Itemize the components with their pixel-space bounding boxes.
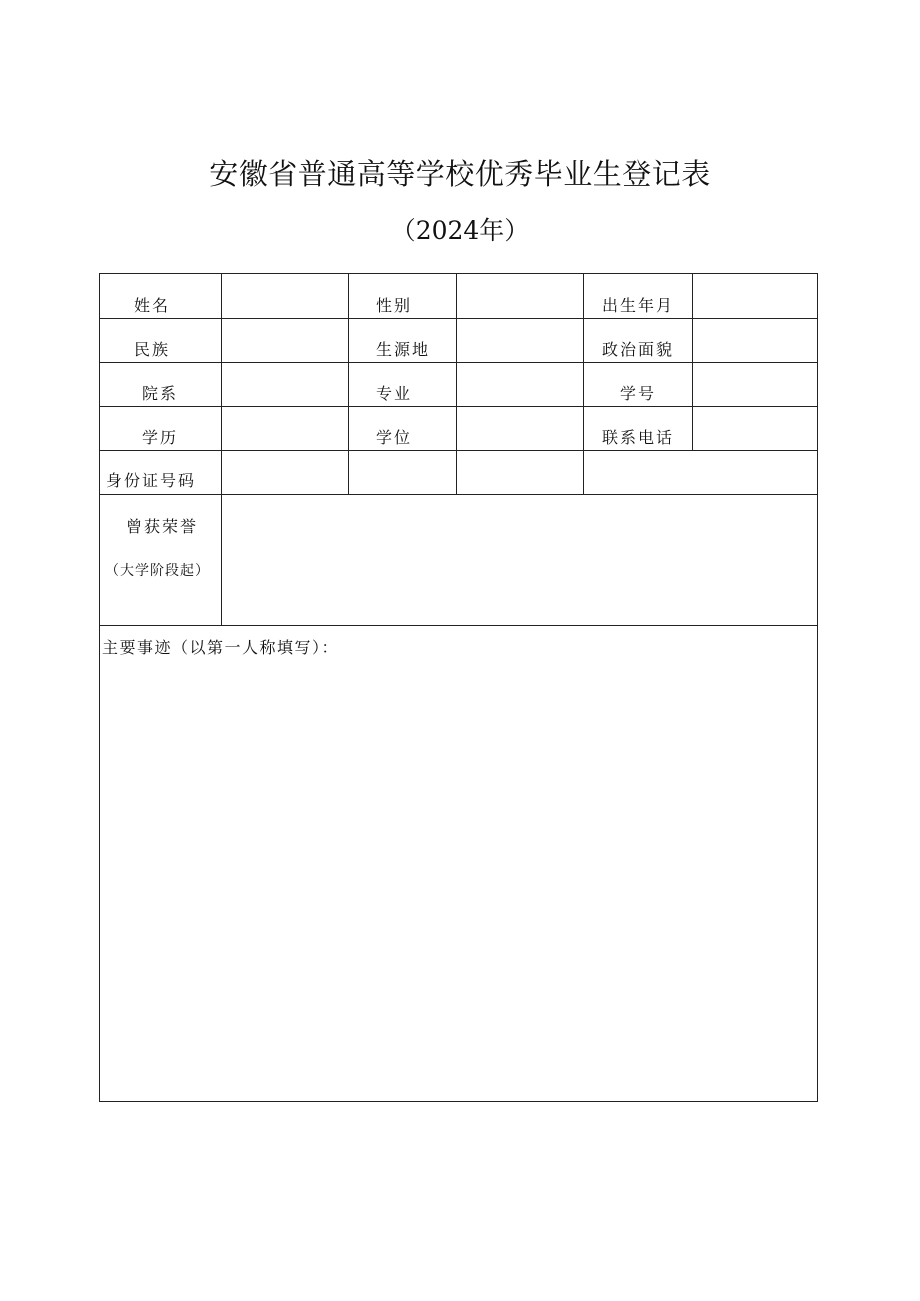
registration-form — [99, 273, 818, 1102]
label-degree: 学位 — [376, 428, 413, 447]
label-major: 专业 — [376, 384, 413, 403]
name-field[interactable] — [222, 274, 348, 318]
education-field[interactable] — [222, 407, 348, 450]
origin-field[interactable] — [457, 319, 583, 362]
label-political: 政治面貌 — [602, 340, 675, 359]
label-education: 学历 — [142, 428, 179, 447]
label-gender: 性别 — [376, 296, 413, 315]
major-field[interactable] — [457, 363, 583, 406]
student-id-field[interactable] — [693, 363, 817, 406]
label-deeds: 主要事迹（以第一人称填写）： — [102, 638, 340, 657]
label-student-id: 学号 — [620, 384, 657, 403]
label-department: 院系 — [142, 384, 179, 403]
document-year: （2024年） — [390, 216, 530, 245]
ethnicity-field[interactable] — [222, 319, 348, 362]
label-id-number: 身份证号码 — [106, 471, 197, 490]
label-name: 姓名 — [134, 296, 171, 315]
id-number-field[interactable] — [222, 451, 817, 494]
label-origin: 生源地 — [376, 340, 431, 359]
label-ethnicity: 民族 — [134, 340, 171, 359]
document-title: 安徽省普通高等学校优秀毕业生登记表 — [209, 157, 711, 191]
label-birth: 出生年月 — [602, 296, 675, 315]
label-honors-note: （大学阶段起） — [105, 563, 210, 579]
honors-field[interactable] — [222, 495, 817, 625]
department-field[interactable] — [222, 363, 348, 406]
phone-field[interactable] — [693, 407, 817, 450]
deeds-field[interactable] — [100, 660, 817, 1101]
birth-field[interactable] — [693, 274, 817, 318]
political-field[interactable] — [693, 319, 817, 362]
label-honors: 曾获荣誉 — [126, 517, 199, 536]
gender-field[interactable] — [457, 274, 583, 318]
degree-field[interactable] — [457, 407, 583, 450]
label-phone: 联系电话 — [602, 428, 675, 447]
